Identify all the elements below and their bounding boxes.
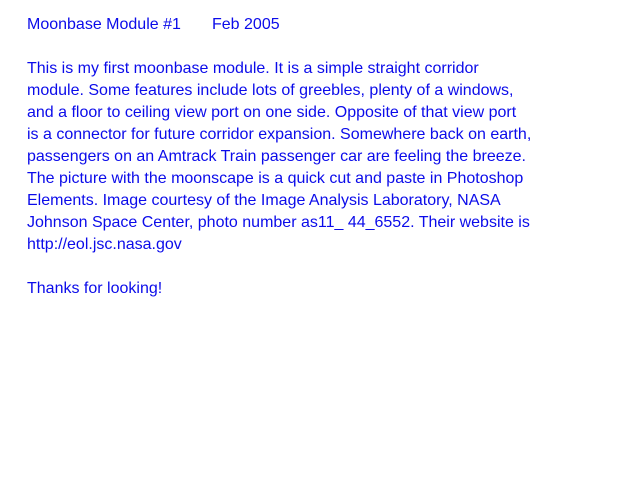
body-line: module. Some features include lots of greebles, plenty of a windows, — [27, 82, 514, 99]
body-line: The picture with the moonscape is a quick cut and paste in Photoshop — [27, 170, 524, 187]
body-line: and a floor to ceiling view port on one side. Opposite of that view port — [27, 104, 517, 121]
body-paragraph — [27, 58, 624, 256]
website-url-text: http://eol.jsc.nasa.gov — [27, 236, 182, 253]
body-line: Johnson Space Center, photo number as11_ 44_6552. Their website is — [27, 214, 530, 231]
body-line: Elements. Image courtesy of the Image Analysis Laboratory, NASA — [27, 192, 501, 209]
closing-line: Thanks for looking! — [27, 280, 163, 297]
spacer — [27, 256, 624, 278]
body-line: This is my first moonbase module. It is a simple straight corridor — [27, 60, 479, 77]
body-line: passengers on an Amtrack Train passenger car are feeling the breeze. — [27, 148, 526, 165]
page-title: Moonbase Module #1 Feb 2005 — [27, 16, 280, 33]
spacer — [27, 36, 624, 58]
body-line: is a connector for future corridor expansion. Somewhere back on earth, — [27, 126, 532, 143]
